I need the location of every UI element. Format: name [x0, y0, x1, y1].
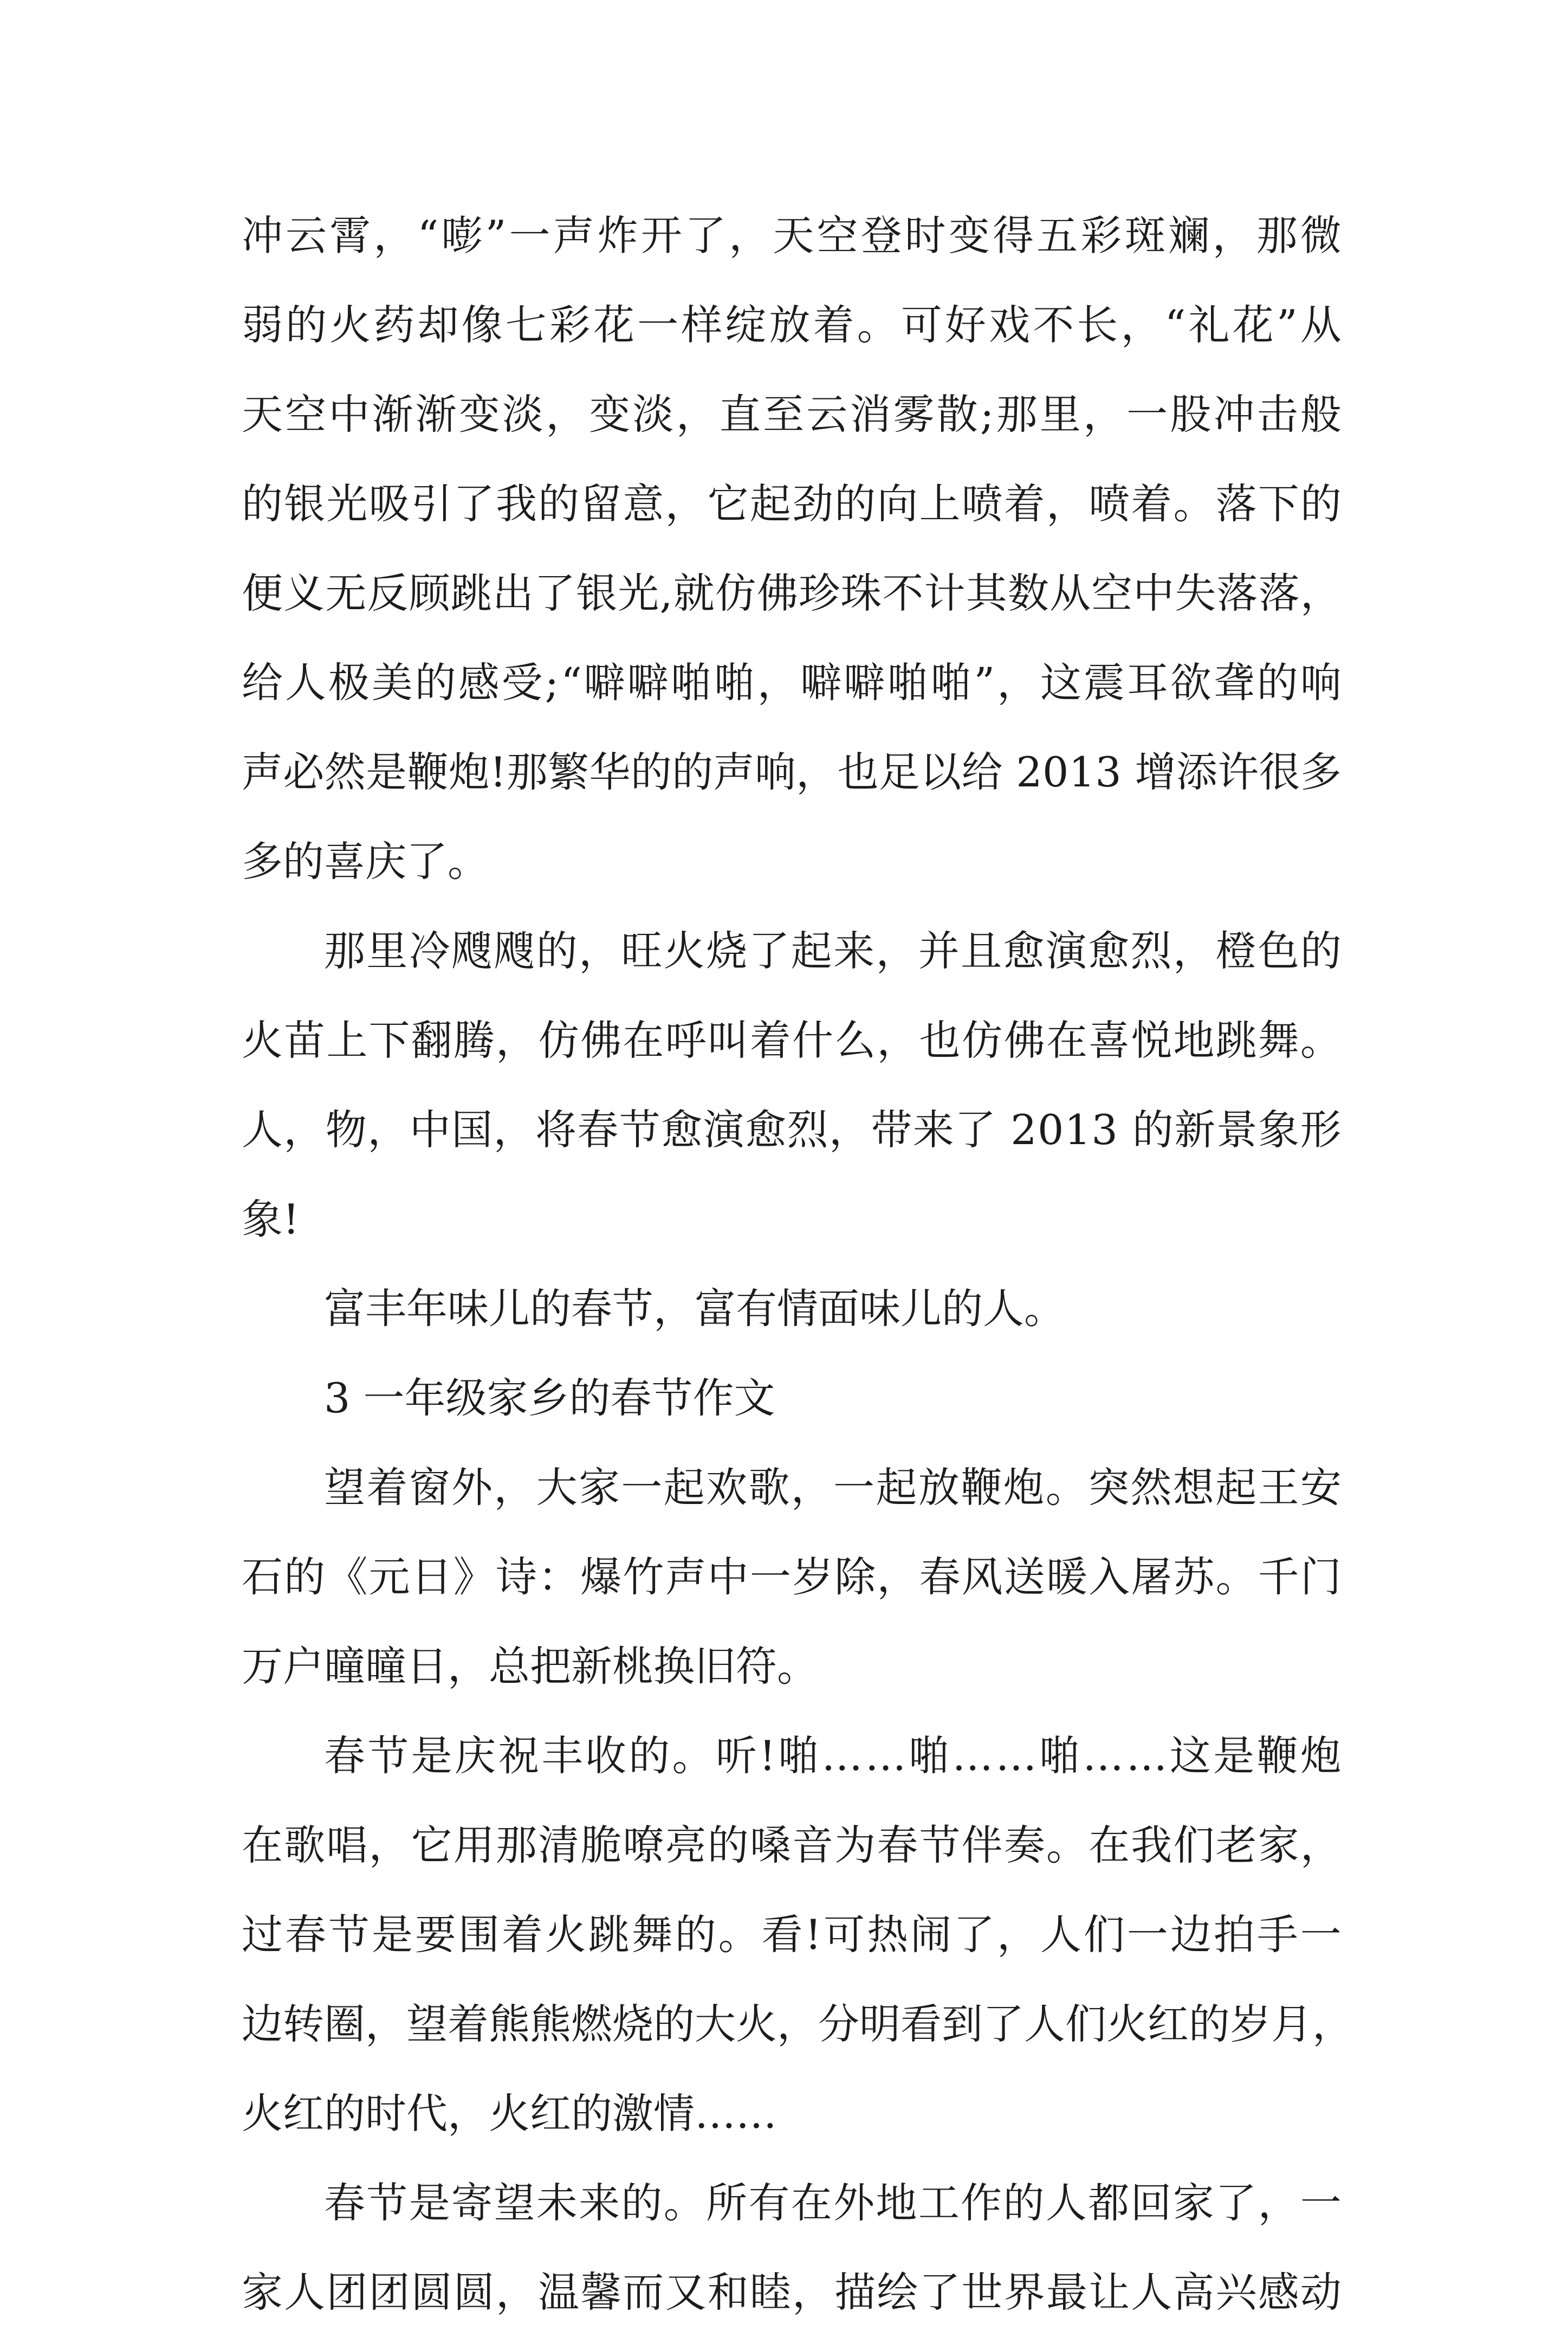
text-line: 过 春 节 是 要 围 着 火 跳 舞 的 。 看 ! 可 热 闹 了 ， 人 们 一 边 拍 手 一	[242, 1910, 1342, 1959]
text-line: 在 歌 唱 ， 它 用 那 清 脆 嘹 亮 的 嗓 音 为 春 节 伴 奏 。 在 我 们 老 家 ，	[242, 1821, 1342, 1869]
text-line: 万户曈曈日，总把新桃换旧符。	[242, 1642, 818, 1690]
text-line: 弱 的 火 药 却 像 七 彩 花 一 样 绽 放 着 。 可 好 戏 不 长 ， “ 礼 花 ” 从	[242, 301, 1342, 349]
text-line: 多的喜庆了。	[242, 837, 489, 886]
text-line: 声 必 然 是 鞭 炮 ! 那 繁 华 的 的 声 响 ， 也 足 以 给 2 0 1 3 增 添 许 很 多	[242, 748, 1342, 796]
section-heading: 3 一年级家乡的春节作文	[324, 1374, 775, 1422]
paragraph-start-line: 望 着 窗 外 ， 大 家 一 起 欢 歌 ， 一 起 放 鞭 炮 。 突 然 想 起 王 安	[324, 1463, 1342, 1512]
text-line: 象!	[242, 1195, 300, 1243]
document-body	[242, 191, 1353, 2337]
text-line: 石 的 《 元 日 》 诗 ： 爆 竹 声 中 一 岁 除 ， 春 风 送 暖 入 屠 苏 。 千 门	[242, 1553, 1342, 1601]
text-line: 火 苗 上 下 翻 腾 ， 仿 佛 在 呼 叫 着 什 么 ， 也 仿 佛 在 喜 悦 地 跳 舞 。	[242, 1016, 1342, 1064]
paragraph-start-line: 那 里 冷 飕 飕 的 ， 旺 火 烧 了 起 来 ， 并 且 愈 演 愈 烈 ， 橙 色 的	[324, 927, 1342, 975]
text-line: 人 ， 物 ， 中 国 ， 将 春 节 愈 演 愈 烈 ， 带 来 了 2 0 1 3 的 新 景 象 形	[242, 1106, 1342, 1154]
text-line: 冲 云 霄 ， “ 嘭 ” 一 声 炸 开 了 ， 天 空 登 时 变 得 五 彩 斑 斓 ， 那 微	[242, 211, 1342, 260]
paragraph-start-line: 春 节 是 庆 祝 丰 收 的 。 听 ! 啪 … … 啪 … … 啪 … … 这 是 鞭 炮	[324, 1732, 1342, 1780]
text-line: 给 人 极 美 的 感 受 ; “ 噼 噼 啪 啪 ， 噼 噼 啪 啪 ” ， 这 震 耳 欲 聋 的 响	[242, 659, 1342, 707]
text-line: 天 空 中 渐 渐 变 淡 ， 变 淡 ， 直 至 云 消 雾 散 ; 那 里 ， 一 股 冲 击 般	[242, 390, 1342, 438]
text-line: 边 转 圈 ， 望 着 熊 熊 燃 烧 的 大 火 ， 分 明 看 到 了 人 们 火 红 的 岁 月 ，	[242, 2000, 1353, 2048]
paragraph-start-line: 春 节 是 寄 望 未 来 的 。 所 有 在 外 地 工 作 的 人 都 回 家 了 ， 一	[324, 2179, 1342, 2227]
text-line: 便 义 无 反 顾 跳 出 了 银 光 , 就 仿 佛 珍 珠 不 计 其 数 从 空 中 失 落 落 ，	[242, 569, 1342, 617]
text-line: 家 人 团 团 圆 圆 ， 温 馨 而 又 和 睦 ， 描 绘 了 世 界 最 让 人 高 兴 感 动	[242, 2268, 1342, 2316]
text-line: 的 银 光 吸 引 了 我 的 留 意 ， 它 起 劲 的 向 上 喷 着 ， 喷 着 。 落 下 的	[242, 480, 1342, 528]
paragraph-start-line: 富丰年味儿的春节，富有情面味儿的人。	[324, 1284, 1065, 1333]
text-line: 火红的时代，火红的激情……	[242, 2089, 777, 2138]
